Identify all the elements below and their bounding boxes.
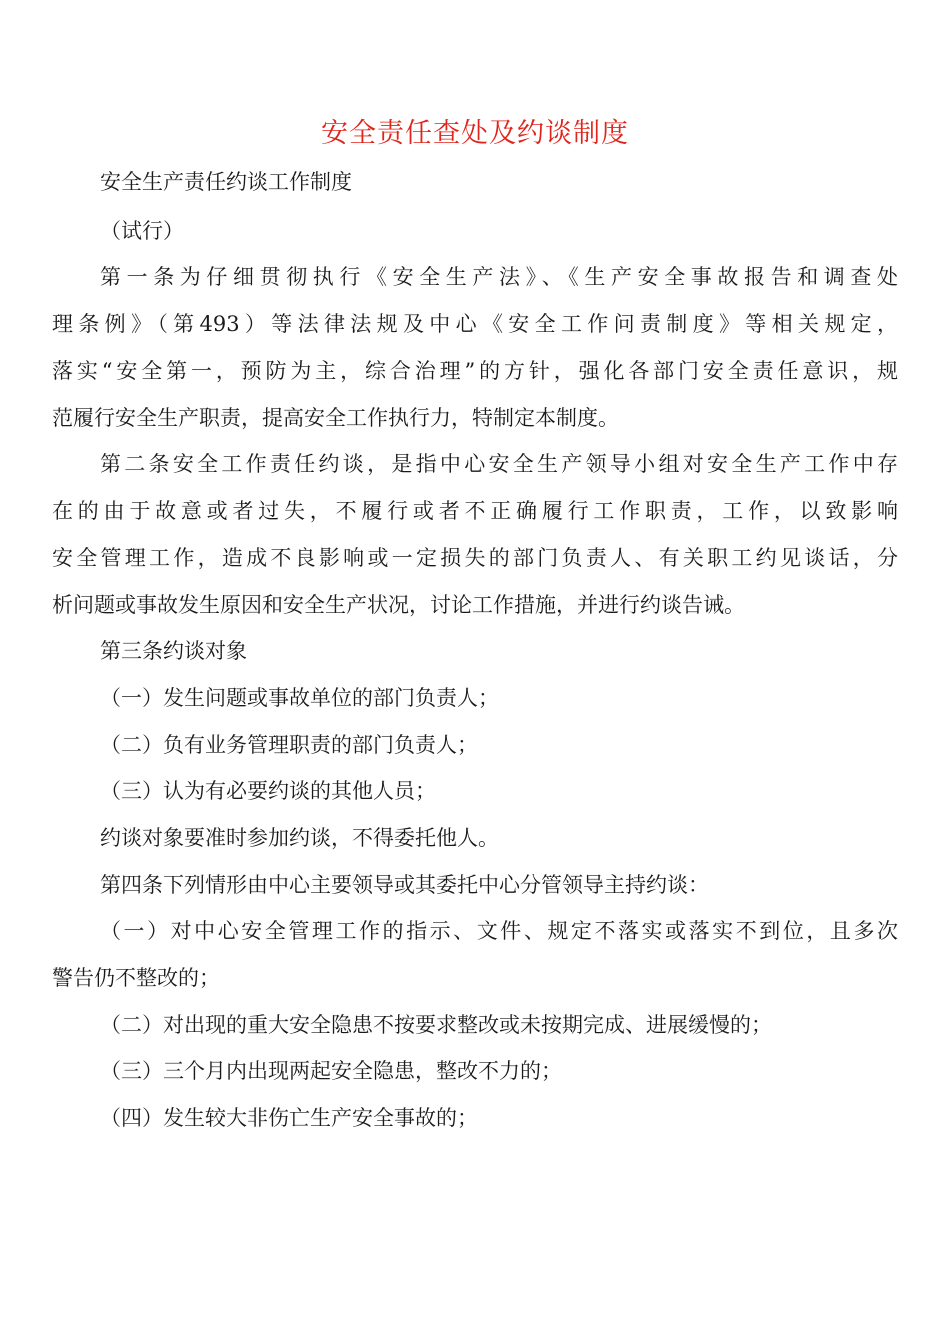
- paragraph-line: 析问题或事故发生原因和安全生产状况，讨论工作措施，并进行约谈告诫。: [52, 593, 745, 617]
- list-item: （二）对出现的重大安全隐患不按要求整改或未按期完成、进展缓慢的；: [100, 1013, 772, 1037]
- list-item: （一）对中心安全管理工作的指示、文件、规定不落实或落实不到位，且多次: [100, 919, 898, 943]
- paragraph-line: 范履行安全生产职责，提高安全工作执行力，特制定本制度。: [52, 406, 619, 430]
- list-item: （四）发生较大非伤亡生产安全事故的；: [100, 1106, 478, 1130]
- paragraph-line: 警告仍不整改的；: [52, 966, 220, 990]
- paragraph-line: 第一条为仔细贯彻执行《安全生产法》、《生产安全事故报告和调查处: [100, 265, 898, 289]
- list-item: （二）负有业务管理职责的部门负责人；: [100, 733, 478, 757]
- trial-note: （试行）: [100, 219, 184, 243]
- document-title: 安全责任查处及约谈制度: [321, 118, 629, 149]
- paragraph-line: 第四条下列情形由中心主要领导或其委托中心分管领导主持约谈：: [100, 873, 709, 897]
- paragraph-line: 第二条安全工作责任约谈，是指中心安全生产领导小组对安全生产工作中存: [100, 452, 898, 476]
- list-item: （一）发生问题或事故单位的部门负责人；: [100, 686, 499, 710]
- paragraph-line: 理条例》（第493）等法律法规及中心《安全工作问责制度》等相关规定，: [52, 312, 898, 336]
- subtitle: 安全生产责任约谈工作制度: [100, 170, 352, 194]
- list-item: （三）认为有必要约谈的其他人员；: [100, 779, 436, 803]
- paragraph-line: 第三条约谈对象: [100, 639, 247, 663]
- list-item: （三）三个月内出现两起安全隐患，整改不力的；: [100, 1059, 562, 1083]
- paragraph-line: 落实“安全第一，预防为主，综合治理”的方针，强化各部门安全责任意识，规: [52, 359, 898, 383]
- paragraph-line: 约谈对象要准时参加约谈，不得委托他人。: [100, 826, 499, 850]
- paragraph-line: 在的由于故意或者过失，不履行或者不正确履行工作职责，工作，以致影响: [52, 499, 898, 523]
- paragraph-line: 安全管理工作，造成不良影响或一定损失的部门负责人、有关职工约见谈话，分: [52, 546, 898, 570]
